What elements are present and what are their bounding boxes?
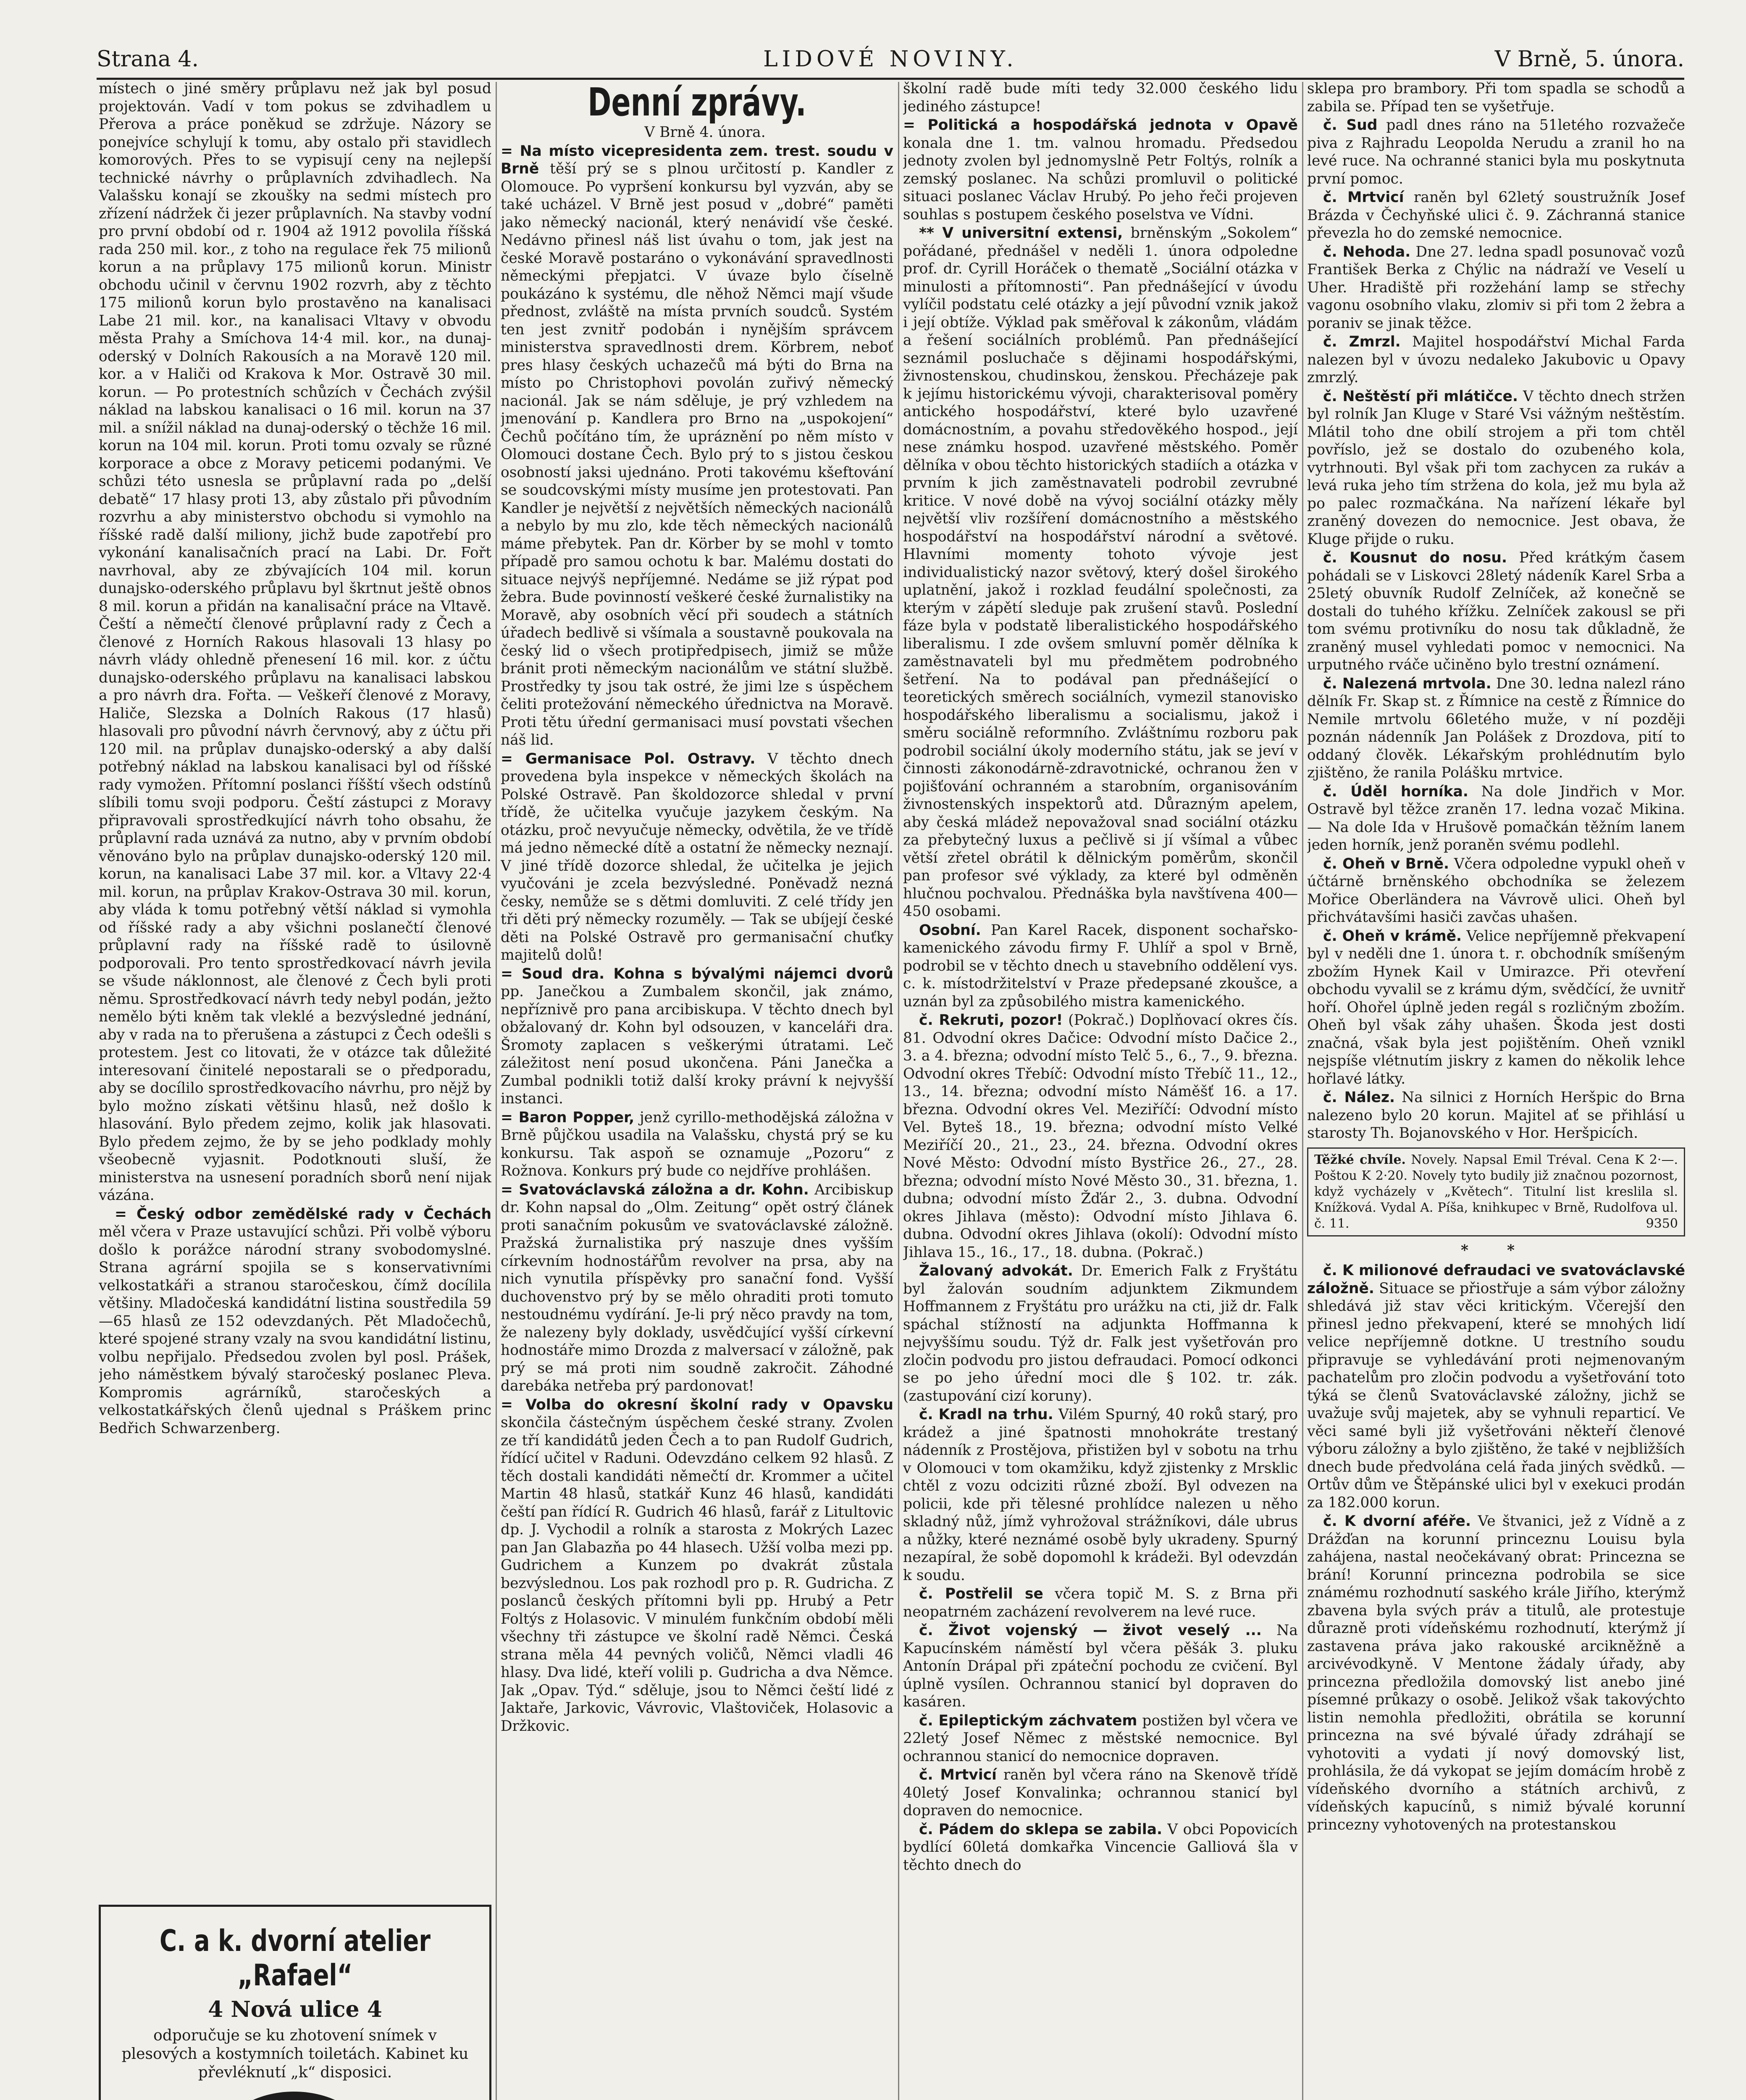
article-text: padl dnes ráno na 51letého rozvažeče piva z Rajhradu Leopolda Nerudu a zranil ho na levé ruce. Na ochranné stanici byla mu poskytnuta první pomoc. — [1307, 117, 1685, 187]
article-text: Dr. Emerich Falk z Fryštátu byl žalován soudním adjunktem Zikmundem Hoffmannem z Fryštátu pro urážku na cti, již dr. Falk spáchal stížností na adjunkta Hoffmanna k nejvyššímu soudu. Týž dr. Falk jest vyšetřován pro zločin podvodu pro jistou defraudaci. Pomocí odkonci se po jeho úřední moci dle § 102. tr. zák. (zastupování cizí koruny). — [903, 1263, 1298, 1404]
article — [1307, 783, 1685, 854]
article-heading: č. Mrtvicí — [1323, 189, 1404, 206]
article-heading: č. Oheň v Brně. — [1323, 855, 1449, 872]
book-notice-title: Těžké chvíle. — [1314, 1152, 1406, 1167]
article — [903, 1406, 1298, 1584]
article — [1307, 1512, 1685, 1834]
article-heading: č. Zmrzl. — [1323, 333, 1401, 350]
article-text: Na dole Jindřich v Mor. Ostravě byl těžce zraněn 17. ledna vozač Mikina. — Na dole Ida v Hrušově pomačkán těžním lanem jeden horník, jenž poraněn svému podlehl. — [1307, 783, 1685, 853]
article — [1307, 1089, 1685, 1142]
article-heading: č. Oheň v krámě. — [1323, 927, 1462, 945]
article-heading: č. K milionové defraudaci ve svatováclavské záložně. — [1307, 1262, 1685, 1297]
article — [1307, 855, 1685, 927]
child-illustration — [176, 2087, 412, 2100]
article-heading: č. Kradl na trhu. — [919, 1406, 1053, 1423]
article-heading: č. Úděl horníka. — [1323, 783, 1468, 800]
article-heading: č. Mrtvicí — [919, 1767, 997, 1783]
section-title: Denní zprávy. — [588, 80, 806, 125]
article-text: (Pokrač.) Doplňovací okres čís. 81. Odvodní okres Dačice: Odvodní místo Dačice 2., 3. a 4. března; odvodní místo Telč 5., 6., 7., 9. března. Odvodní okres Třebíč: Odvodní místo Třebíč 11., 12., 13., 14. března; odvodní místo Náměšť 16. a 17. března. Odvodní okres Vel. Meziříčí: Odvodní místo Vel. Byteš 18., 19. března; odvodní místo Velké Meziříčí 20., 21., 23., 24. března. Odvodní okres Nové Město: Odvodní místo Bystřice 26., 27., 28. března; odvodní místo Nové Město 30., 31. března, 1. dubna; odvodní místo Žďár 2., 3. dubna. Odvodní okres Jihlava (město): Odvodní místo Jihlava 6. dubna. Odvodní okres Jihlava (okolí): Odvodní místo Jihlava 15., 16., 17., 18. dubna. (Pokrač.) — [903, 1012, 1298, 1261]
article-text: skončila částečným úspěchem české strany. Zvolen ze tří kandidátů jeden Čech a to pan Rudolf Gudrich, řídící učitel v Raduni. Odevzdáno celkem 92 hlasů. Z těch dostali kandidáti němečtí dr. Krommer a učitel Martin 48 hlasů, statkář Kunz 46 hlasů, kandidáti čeští pan řídící R. Gudrich 46 hlasů, farář z Litultovic dp. J. Vychodil a rolník a starosta z Mokrých Lazec pan Jan Glabazňa po 44 hlasech. Užší volba mezi pp. Gudrichem a Kunzem po dvakrát zůstala bezvýslednou. Los pak rozhodl pro p. R. Gudricha. Z poslanců českých přítomni byli pp. Hrubý a Petr Foltýs z Holasovic. V minulém funkčním období měli všechny tři zástupce ve školní radě Němci. Česká strana měla 44 pevných voličů, Němci vladli 46 hlasy. Dva lidé, kteří volili p. Gudricha a dva Němce. Jak „Opav. Týd.“ sděluje, jsou to Němci čeští lidé z Jaktaře, Jarkovic, Vávrovic, Vlaštoviček, Holasovic a Držkovic. — [501, 1414, 893, 1735]
column-3 — [903, 80, 1298, 2100]
article-heading: č. Rekruti, pozor! — [919, 1012, 1063, 1029]
article-text: sklepa pro brambory. Při tom spadla se schodů a zabila se. Případ ten se vyšetřuje. — [1307, 80, 1685, 115]
article — [1307, 116, 1685, 188]
ad-text: odporučuje se ku zhotovení snímek v plesových a kostymních toiletách. Kabinet ku převléknutí „k“ disposici. — [121, 2027, 469, 2081]
article-text: Velice nepříjemně překvapení byl v neděli dne 1. února t. r. obchodník smíšeným zbožím Hynek Kail v Umirazce. Při otevření obchodu vyvalil se z krámu dým, svědčící, že uvnitř hoří. Ohořel úplně jeden regál s rozličným zbožím. Oheň byl však záhy uhašen. Škoda jest dosti značná, však byla jest pojištěním. Oheň vznikl nejspíše vlétnutím jiskry z kamen do několik lehce hořlavé látky. — [1307, 927, 1685, 1087]
article — [903, 921, 1298, 1011]
article-text: postižen byl včera ve 22letý Josef Němec z městské nemocnice. Byl ochrannou stanicí do nemocnice dopraven. — [903, 1712, 1298, 1765]
article — [903, 1262, 1298, 1405]
article — [99, 1205, 491, 1438]
article-heading: = Germanisace Pol. Ostravy. — [501, 750, 756, 767]
article-heading: = Soud dra. Kohna s bývalými nájemci dvorů — [501, 965, 893, 982]
column-rule — [1302, 82, 1303, 2100]
article-heading: ** V universitní extensi, — [919, 225, 1123, 242]
article-text: Včera odpoledne vypukl oheň v účtárně brněnského obchodníka se železem Mořice Oberländera na Vávrově ulici. Oheň byl přichvátavšími hasiči zavčas uhašen. — [1307, 855, 1685, 926]
article-text: Arcibiskup dr. Kohn napsal do „Olm. Zeitung“ opět ostrý článek proti sanačním pokusům ve svatováclavské záložně. Pražská žurnalistika prý naszuje dnes vyšším církevním hodnostářům revolver na prsa, aby na nich vynutila příspěvky pro sanační fond. Vyšší duchovenstvo prý by se mělo ohraditi proti tomuto nestoudnému vydírání. Je-li prý něco pravdy na tom, že nalezeny byly doklady, usvědčující vyšší církevní hodnostáře mimo Drozda z malversací v záložně, pak prý se má proti nim soudně zakročit. Záhodné darebáka netřeba prý pardonovat! — [501, 1181, 893, 1394]
article-heading: = Volba do okresní školní rady v Opavsku — [501, 1396, 893, 1413]
article-text: Majitel hospodářství Michal Farda nalezen byl v úvozu nedaleko Jakubovic u Opavy zmrzlý. — [1307, 333, 1685, 386]
article-text: včera topič M. S. z Brna při neopatrném zacházení revolverem na levé ruce. — [903, 1586, 1298, 1620]
article — [903, 1766, 1298, 1820]
newspaper-masthead: LIDOVÉ NOVINY. — [763, 47, 1018, 72]
book-notice-number: 9350 — [1646, 1216, 1678, 1231]
article-text: brněnským „Sokolem“ pořádané, přednášel v neděli 1. února odpoledne prof. dr. Cyrill Horáček o thematě „Sociální otázka v minulosti a přítomnosti“. Pan přednášející v úvodu vylíčil podstatu celé otázky a její původní vznik jakož i její obtíže. Výklad pak směřoval k zákonům, vládám a řešení sociálních problémů. Pan přednášející seznámil posluchače s dějinami hospodářskými, živnostenskou, chudinskou, ženskou. Přecházeje pak k jejímu historickému vývoji, charakterisoval poměry antického hospodářství, které bylo uzavřené domácnostním, a povahu středověkého hospod., její nese známku hospod. uzavřené městského. Poměr dělníka v obou těchto historických stadiích a otázka v prvním k jich zaměstnavateli podrobil zevrubné kritice. V nové době na vývoj sociální otázky měly největší vliv rozšíření domácnostního a městského hospodářství na hospodářství národní a světové. Hlavními momenty tohoto vývoje jest individualistický nazor světový, který došel širokého uplatnění, jakož i rozklad feudální společnosti, za kterým v zápětí sleduje pak zrušení stavů. Poslední fáze byla v podstatě liberalistického hospodářského liberalismu. I zde ovšem smluvní poměr dělníka k zaměstnavateli byl mu předmětem podrobného šetření. Na to podával pan přednášející o teoretických směrech sociálních, vymezil stanovisko hospodářského liberalismu a socialismu, jakož i směru sociálně reformního. Zvláštnímu rozboru pak podrobil sociální úkoly moderního státu, jak se jeví v činnosti zákonodárně-zdravotnické, ochranou žen v pojišťování ochranném a starobním, organisováním živnostenských inspektorů atd. Důrazným apelem, aby česká mládež nepovažoval snad sociální otázku za přebytečný luxus a pečlivě si jí všímal a vůbec větší zřetel obrátil k dělnickým poměrům, skončil pan profesor své výklady, za které byl odměněn hlučnou pochvalou. Přednáška byla navštívena 400—450 osobami. — [903, 225, 1298, 920]
article — [501, 750, 893, 964]
article-text: jenž cyrillo-methodějská záložna v Brně půjčkou usadila na Valašsku, chystá prý se ku konkursu. Tak aspoň se oznamuje „Pozoru“ z Rožnova. Konkurs prý bude co nejdříve prohlášen. — [501, 1109, 893, 1179]
article-text: Dne 30. ledna nalezl ráno dělník Fr. Skap st. z Římnice na cestě z Římnice do Nemile mrtvolu 66letého muže, v ní později poznán nádenník Jan Polášek z Drozdova, pití to oddaný člověk. Lékařským prohlédnutím bylo zjištěno, že ranila Polášku mrtvice. — [1307, 675, 1685, 781]
article-heading: = Svatováclavská záložna a dr. Kohn. — [501, 1181, 809, 1198]
article — [1307, 675, 1685, 782]
article-heading: Žalovaný advokát. — [919, 1263, 1073, 1279]
article-text: Na silnici z Horních Heršpic do Brna nalezeno bylo 20 korun. Majitel ať se přihlásí u starosty Th. Bojanovského v Hor. Heršpicích. — [1307, 1089, 1685, 1142]
column-rule — [898, 82, 899, 2100]
article-heading: = Český odbor zemědělské rady v Čechách — [115, 1205, 491, 1223]
article-text: raněn byl včera ráno na Skenově třídě 40letý Josef Konvalinka; ochrannou stanicí byl dopraven do nemocnice. — [903, 1767, 1298, 1819]
article-text: raněn byl 62letý soustružník Josef Brázda v Čechyňské ulici č. 9. Záchranná stanice převezla ho do zemské nemocnice. — [1307, 189, 1685, 242]
page-header — [97, 44, 1684, 80]
book-notice-text: Novely. Napsal Emil Tréval. Cena K 2·—. Poštou K 2·20. Novely tyto budily již značnou pozornost, když vycházely v „Květech“. Titulní list kreslila sl. Knížková. Vydal A. Píša, knihkupec v Brně, Rudolfova ul. č. 11. — [1314, 1152, 1678, 1231]
article-heading: č. Nalezená mrtvola. — [1323, 675, 1491, 692]
article-text: Situace se přiostřuje a sám výbor záložny shledává již stav věci kritickým. Včerejší den přinesl jedno překvapení, které se mnohých lidí velice nepříjemně dotkne. U trestního soudu připravuje se vyhledávání proti nejmenovaným pachatelům pro zločin podvodu a vyšetřování toto týká se členů Svatováclavské záložny, jichž se uvažuje svůj majetek, aby se vyhnuli reparticí. Ve věci samé byli již vyšetřováni někteří členové výboru záložny a bylo zjištěno, že také v nejbližších dnech bude předvolána celá řada jiných svědků. — Ortův dům ve Štěpánské ulici byl v exekuci prodán za 182.000 korun. — [1307, 1280, 1685, 1511]
article — [501, 1109, 893, 1180]
article-text: Vilém Spurný, 40 roků starý, pro krádež a jiné špatnosti mnohokráte trestaný nádenník z Prostějova, přistižen byl v sobotu na trhu v Olomouci v tom okamžiku, když zjistenky z Mrsklic chtěl z vozu odciziti různé zboží. Byl odvezen na policii, kde při tělesné prohlídce nalezen u něho skladný nůž, jímž vyhrožoval strážníkovi, dále ubrus a nůžky, které neznámé osobě byly ukradeny. Spurný nezapíral, že sobě dopomohl k krádeži. Byl odevzdán k soudu. — [903, 1406, 1298, 1584]
article — [501, 965, 893, 1108]
column-2 — [501, 80, 893, 2100]
article — [903, 224, 1298, 921]
article-text: V těchto dnech stržen byl rolník Jan Kluge v Staré Vsi vážným neštěstím. Mlátil toho dne obilí strojem a při tom chtěl povříslo, jež se dostalo do ozubeného kola, vytrhnouti. Byl však při tom zachycen za rukáv a levá ruka jeho tím stržena do kola, jež mu byla až po palec rozmačkána. Na nařízení lékaře byl zraněný dovezen do nemocnice. Jest obava, že Kluge přijde o ruku. — [1307, 388, 1685, 548]
article-text: Na Kapucínském náměstí byl včera pěšák 3. pluku Antonín Drápal při zpáteční pochodu ze cvičení. Byl úplně vysílen. Ochrannou stanicí byl dopraven do kasáren. — [903, 1622, 1298, 1710]
article-text: V obci Popovicích bydlící 60letá domkařka Vincencie Galliová šla v těchto dnech do — [903, 1821, 1298, 1874]
article — [1307, 549, 1685, 674]
article-text: Před krátkým časem pohádali se v Liskovci 28letý nádeník Karel Srba a 25letý obuvník Rudolf Zelníček, až konečně se dostali do tuhého křížku. Zelníček zakousl se při tom svému protivníku do nosu tak důkladně, že zraněný musel vyhledati pomoc v nemocnici. Na urputného rváče učiněno bylo trestní oznámení. — [1307, 549, 1685, 673]
article-heading: = Na místo vicepresidenta zem. trest. soudu v Brně — [501, 142, 893, 177]
article — [1307, 243, 1685, 333]
article-text: školní radě bude míti tedy 32.000 českého lidu jediného zástupce! — [903, 80, 1298, 115]
article-text: Ve štvanici, jež z Vídně a z Drážďan na korunní princeznu Louisu byla zahájena, nastal neočekávaný obrat: Princezna se brání! Korunní princezna podrobila se sice známému rozhodnutí saského krále Jiřího, kterýmž zbavena byla svých práv a titulů, ale protestuje důrazně proti vídeňskému rozhodnutí, kterýmž jí zastavena práva jako rakouské arcikněžně a arcivévodkyně. V Mentone žádaly úřady, aby princezna předložila domovský list anebo jiné písemné průkazy o osobě. Jelikož však takovýchto listin nemohla předložiti, obrátila se korunní princezna na své bývalé úřady zdráhají se vyhotoviti a vydati jí nový domovský list, prohlásila, že dá vykopat se jejím domácím hrobě z vídeňského dvorního a státních archivů, z vídeňských kapucínů, s nimiž bývalé korunní princezny vyhotovených na protestanskou — [1307, 1513, 1685, 1833]
article — [501, 142, 893, 749]
article-heading: č. Pádem do sklepa se zabila. — [919, 1821, 1163, 1838]
article — [501, 1181, 893, 1395]
article-text: těší prý se s plnou určitostí p. Kandler z Olomouce. Po vypršení konkursu byl vyzván, aby se také ucházel. V Brně jest posud v „dobré“ paměti jako německý nacionál, který nenávidí vše české. Nedávno přinesl náš list úvahu o tom, jak jest na české Moravě postaráno o vykonávání spravedlnosti německými přepjatci. V úvaze bylo číselně poukázáno k systému, dle něhož Němci mají všude přednost, zvláště na místa prvních soudců. Systém ten jest zvnitř podobán i nynějším správcem ministerstva spravedlnosti drem. Körbrem, neboť pres hlasy českých uchazečů má býti do Brna na místo po Christophovi povolán zuřivý německý nacionál. Jak se nám sděluje, je prý vzhledem na jmenování p. Kandlera pro Brno na „uspokojení“ Čechů počítáno tím, že upráznění po něm místo v Olomouci dostane Čech. Bylo prý to s jistou českou osobností jaksi ujednáno. Proti takovému kšeftování se soudcovskými místy musíme jen protestovati. Pan Kandler je největší z největších německých nacionálů a nebylo by mu zlo, kde těch německých nacionálů máme přebytek. Pan dr. Körber by se mohl v tomto případě pro samou ochotu k bar. Malému dostati do situace nejvýš nepříjemné. Nedáme se již rýpat pod žebra. Bude povinností veškeré české žurnalistiky na Moravě, aby osobních věcí při soudech a státních úřadech bedlivě si všímala a soustavně poukovala na český lid o všech protipředpisech, jimiž se může bránit proti německým nacionálům ve státní službě. Prostředky ty jsou tak ostré, že jimi lze s úspěchem čeliti protežování německého úřednictva na Moravě. Proti tětu úřední germanisaci musí povstati všechen náš lid. — [501, 160, 893, 748]
article-heading: Osobní. — [919, 921, 981, 939]
article — [903, 116, 1298, 223]
section-divider: * * — [1460, 1242, 1532, 1259]
article-text: konala dne 1. tm. valnou hromadu. Předsedou jednoty zvolen byl jednomyslně Petr Foltýs, rolník a zemský poslanec. Na schůzi promluvil o politické situaci poslanec Václav Hrubý. Po jeho řeči projeven souhlas s postupem českého poselstva ve Vídni. — [903, 134, 1298, 223]
article-heading: č. Kousnut do nosu. — [1323, 549, 1507, 566]
column-1 — [99, 80, 491, 1898]
article — [1307, 388, 1685, 549]
article — [903, 1821, 1298, 1874]
article-text: místech o jiné směry průplavu než jak byl posud projektován. Vadí v tom pokus se zdvihadlem u Přerova a práce poněkud se zdržuje. Názory se ponejvíce schylují k tomu, aby ostalo při stavidlech komorových. Přes to se vypisují ceny na nejlepší technické návrhy o průplavních zdvihadlech. Na Valašsku konají se zkoušky na sedmi místech pro zřízení nádržek či jezer průplavních. Na stavby vodní pro první období od r. 1904 až 1912 povolila říšská rada 250 mil. kor., z toho na regulace řek 75 milionů korun a na průplavy 175 milionů korun. Ministr obchodu učinil v červnu 1902 rozvrh, aby z těchto 175 milionů korun bylo prostavěno na kanalisaci Labe 21 mil. kor., na kanalisaci Vltavy v obvodu města Prahy a Smíchova 14·4 mil. kor., na dunaj-oderský v Dolních Rakousích a na Moravě 120 mil. kor. a v Haliči od Krakova k Mor. Ostravě 30 mil. korun. — Po protestních schůzích v Čechách zvýšil náklad na labskou kanalisaci o 16 mil. korun na 37 mil. a snížil náklad na dunaj-oderský o těchže 16 mil. korun na 104 mil. korun. Proti tomu ozvaly se různé korporace a obce z Moravy peticemi podanými. Ve schůzi této usnesla se průplavní rada po „delší debatě“ 17 hlasy proti 13, aby zůstalo při původním rozvrhu a aby ministerstvo obchodu si vymohlo na říšské radě další miliony, jichž bude zapotřebí pro vykonání kanalisačních prací na Labi. Dr. Fořt navrhoval, aby ze zbývajících 104 mil. korun dunajsko-oderského průplavu byl škrtnut ještě obnos 8 mil. korun a přidán na kanalisační práce na Vltavě. Čeští a němečtí členové průplavní rady z Čech a členové z Horních Rakous hlasovali 13 hlasy po návrh vlády ohledně přenesení 16 mil. kor. z účtu dunajsko-oderského průplavu na kanalisaci labskou a pro návrh dra. Fořta. — Veškeří členové z Moravy, Haliče, Slezska a Dolních Rakous (17 hlasů) hlasovali pro původní návrh červnový, aby z účtu při 120 mil. na průplav dunajsko-oderský a aby další potřebný náklad na labskou kanalisaci byl od říšské rady vymožen. Přítomní poslanci říšští všech odstínů slíbili tomu svoji podporu. Čeští zástupci z Moravy připravovali sprostředkující návrh toho obsahu, že průplavní rada uznává za nutno, aby v prvním období věnováno bylo na průplav dunajsko-oderský 120 mil. korun, na kanalisaci Labe 37 mil. kor. a Vltavy 22·4 mil. korun, na průplav Krakov-Ostrava 30 mil. korun, aby vláda k tomu potřebný větší náklad si vymohla od říšské rady a aby všichni poslanečtí členové průplavní rady na říšské radě to úsilovně podporovali. Pro tento sprostředkovací návrh jevila se všude náklonnost, ale členové z Čech byli proti němu. Sprostředkovací návrh tedy nebyl podán, ježto nemělo býti kněm tak vleklé a bezvýsledné jednání, aby v rada na to přerušena a zástupci z Čech odešli s protestem. Jest co litovati, že v otázce tak důležité interesovaní činitelé nepostarali se o předporadu, aby se docílilo sprostředkovacího návrhu, pro nějž by bylo možno získati většinu hlasů, než došlo k hlasování. Bylo předem zejmo, kolik jak hlasovati. Bylo předem zejmo, že by se jeho podklady mohly všeobecně vyjasnit. Podotknouti sluší, že ministerstva na usnesení poradních sborů není nijak vázána. — [99, 80, 491, 1204]
article — [1307, 333, 1685, 387]
article-heading: č. Epileptickým záchvatem — [919, 1712, 1137, 1729]
column-rule — [496, 82, 497, 2100]
page-number: Strana 4. — [97, 47, 199, 72]
article — [903, 1585, 1298, 1621]
article-heading: č. Sud — [1323, 117, 1378, 134]
article — [903, 1622, 1298, 1711]
article-text: V těchto dnech provedena byla inspekce v německých školách na Polské Ostravě. Pan školdozorce shledal v první třídě, že učitelka vyučuje jazykem českým. Na otázku, proč nevyučuje německy, odvětila, že ve třídě má jedno německé dítě a ostatní že německy neznají. V jiné třídě dozorce shledal, že učitelka je jejich vyučováni je zcela bezvýsledné. Poněvadž nezná česky, nemůže se s dětmi domluviti. Z celé třídy jen tři děti prý německy rozuměly. — Tak se ubíjejí české děti na Polské Ostravě pro germanisační chuťky majitelů dolů! — [501, 750, 893, 963]
ad-title: C. a k. dvorní atelier „Rafael“ — [160, 1924, 431, 1992]
article — [1307, 927, 1685, 1088]
article-heading: č. Nehoda. — [1323, 243, 1411, 260]
article-heading: = Politická a hospodářská jednota v Opavě — [903, 117, 1298, 134]
issue-date: V Brně, 5. února. — [1494, 47, 1684, 72]
article-heading: = Baron Popper, — [501, 1109, 635, 1126]
article — [1307, 189, 1685, 242]
article-text: měl včera v Praze ustavující schůzi. Při volbě výboru došlo k porážce národní strany svobodomyslné. Strana agrární spojila se s konservativními velkostatkáři a stranou staročeskou, čímž docílila většiny. Mladočeská kandidátní listina soustředila 59—65 hlasů ze 152 odevzdaných. Pět Mladočechů, které spojené strany vzaly na svou kandidátní listinu, volbu nepřijalo. Předsedou zvolen byl posl. Prášek, jeho náměstkem bývalý staročeský poslanec Pleva. Kompromis agrárníků, staročeských a velkostatkářských členů ujednal s Práškem princ Bedřich Schwarzenberg. — [99, 1223, 491, 1437]
article-heading: č. Život vojenský — život veselý ... — [919, 1622, 1262, 1639]
advertisement-rafael — [99, 1905, 491, 2100]
article-text: Pan Karel Racek, disponent sochařsko-kamenického závodu firmy F. Uhlíř a spol v Brně, podrobil se v těchto dnech u stavebního oddělení vys. c. k. místodržitelství v Praze předepsané zkoušce, a uznán byl za způsobilého mistra kamenického. — [903, 921, 1298, 1010]
article-text: Dne 27. ledna spadl posunovač vozů František Berka z Chýlic na nádraží ve Veselí u Uher. Hradiště při rozžehání lamp se střechy vagonu osobního vlaku, zlomiv si při tom 2 žebra a poraniv se jinak těžce. — [1307, 243, 1685, 332]
article-heading: č. Nález. — [1323, 1089, 1395, 1106]
ad-address: 4 Nová ulice 4 — [208, 1997, 382, 2022]
dateline: V Brně 4. února. — [644, 124, 766, 141]
article-heading: č. K dvorní aféře. — [1323, 1513, 1471, 1530]
article — [1307, 1262, 1685, 1512]
article-text: pp. Janečkou a Zumbalem skončil, jak známo, nepříznivě pro pana arcibiskupa. V těchto dnech byl obžalovaný dr. Kohn byl odsouzen, v kanceláři dra. Šromoty zaplacen s veškerými útratami. Leč záležitost není posud ukončena. Páni Janečka a Zumbal podnikli totiž další kroky právní k nejvyšší instanci. — [501, 983, 893, 1107]
article — [903, 1011, 1298, 1261]
article — [903, 1712, 1298, 1766]
column-4 — [1307, 80, 1685, 2100]
article — [501, 1396, 893, 1735]
article-heading: č. Neštěstí při mlátičce. — [1323, 388, 1518, 405]
book-notice — [1307, 1147, 1685, 1236]
article-heading: č. Postřelil se — [919, 1586, 1043, 1602]
